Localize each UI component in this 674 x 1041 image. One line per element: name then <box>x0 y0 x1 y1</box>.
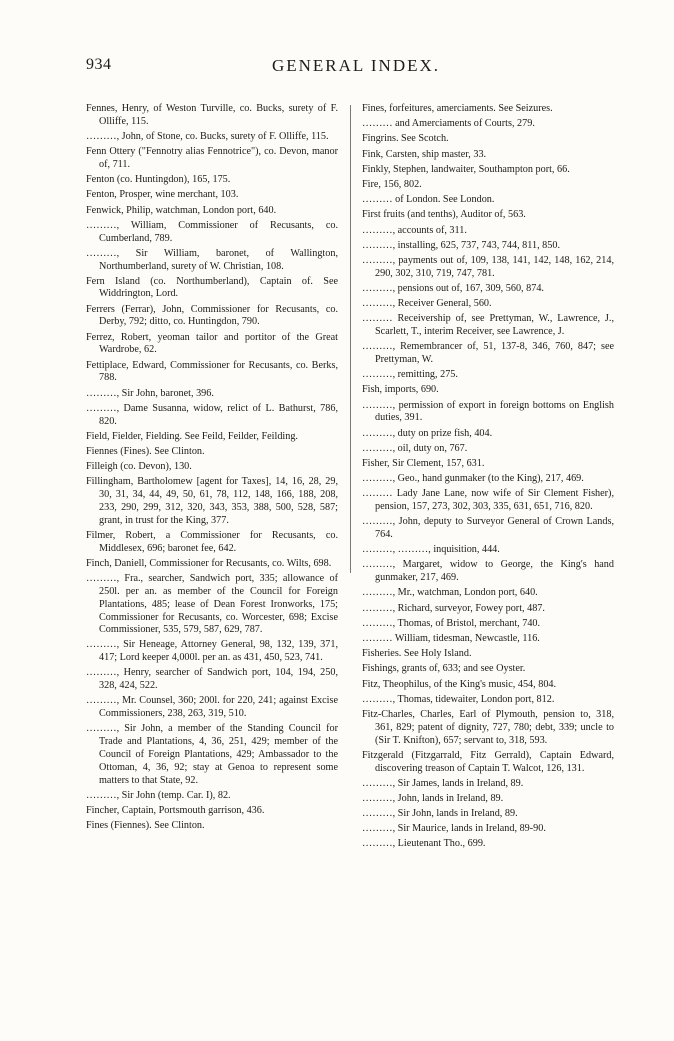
index-entry: Fern Island (co. Northumberland), Captain of. See Widdrington, Lord. <box>86 275 338 300</box>
index-entry: ………, Remembrancer of, 51, 137-8, 346, 760, 847; see Prettyman, W. <box>362 341 614 366</box>
index-entry: ……… of London. See London. <box>362 194 495 206</box>
index-entry: Fish, imports, 690. <box>362 384 439 396</box>
index-entry: ………, remitting, 275. <box>362 369 458 381</box>
index-entry: Fettiplace, Edward, Commissioner for Recusants, co. Berks, 788. <box>86 359 338 384</box>
index-entry: Fisher, Sir Clement, 157, 631. <box>362 457 485 469</box>
index-entry: Finkly, Stephen, landwaiter, Southampton port, 66. <box>362 163 570 175</box>
page-header <box>86 56 626 86</box>
index-entry: ………, pensions out of, 167, 309, 560, 874. <box>362 282 544 294</box>
index-entry: Ferrez, Robert, yeoman tailor and portitor of the Great Wardrobe, 62. <box>86 331 338 356</box>
index-entry: Finch, Daniell, Commissioner for Recusants, co. Wilts, 698. <box>86 557 332 569</box>
index-entry: Fines, forfeitures, amerciaments. See Seizures. <box>362 103 553 114</box>
index-entry: Filleigh (co. Devon), 130. <box>86 461 192 473</box>
index-entry: Field, Fielder, Fielding. See Feild, Feilder, Feilding. <box>86 430 298 442</box>
index-entry: Fenton, Prosper, wine merchant, 103. <box>86 189 239 201</box>
index-entry: ………, Margaret, widow to George, the King's hand gunmaker, 217, 469. <box>362 559 614 584</box>
index-entry: ………, Thomas, tidewaiter, London port, 812. <box>362 693 555 705</box>
index-entry: ………, John, of Stone, co. Bucks, surety of F. Olliffe, 115. <box>86 130 329 142</box>
index-entry: ………, William, Commissioner of Recusants, co. Cumberland, 789. <box>86 219 338 244</box>
column-divider <box>350 105 351 573</box>
index-entry: ………, accounts of, 311. <box>362 224 467 236</box>
index-entry: ………, oil, duty on, 767. <box>362 442 468 454</box>
index-entry: Fines (Fiennes). See Clinton. <box>86 820 205 832</box>
index-entry: ……… William, tidesman, Newcastle, 116. <box>362 633 540 645</box>
index-entry: ………, Thomas, of Bristol, merchant, 740. <box>362 617 541 629</box>
index-entry: ………, John, lands in Ireland, 89. <box>362 792 504 804</box>
index-entry: ………, Sir James, lands in Ireland, 89. <box>362 777 524 789</box>
index-entry: ………, ………, inquisition, 444. <box>362 544 500 556</box>
index-entry: Fillingham, Bartholomew [agent for Taxes], 14, 16, 28, 29, 30, 31, 34, 44, 49, 50, 61, 78, 112, 148, 166, 188, 208, 233, 290, 299, 312, 320, 343, 353, 388, 500, 528, 587; grant, in trust for the King, 377. <box>86 476 338 526</box>
index-entry: Fitz-Charles, Charles, Earl of Plymouth, pension to, 318, 361, 829; patent of dignity, 727, 780; debt, 339; uncle to (Sir T. Knifton), 657; servant to, 318, 593. <box>362 708 614 746</box>
index-column-right <box>362 103 614 854</box>
index-entry: ………, Richard, surveyor, Fowey port, 487. <box>362 602 545 614</box>
index-entry: ………, Lieutenant Tho., 699. <box>362 838 486 850</box>
index-entry: ………, permission of export in foreign bottoms on English duties, 391. <box>362 399 614 424</box>
index-entry: ………, Henry, searcher of Sandwich port, 104, 194, 250, 328, 424, 522. <box>86 667 338 692</box>
index-entry: ………, Geo., hand gunmaker (to the King), 217, 469. <box>362 473 584 485</box>
index-entry: ………, duty on prize fish, 404. <box>362 427 493 439</box>
index-entry: Fire, 156, 802. <box>362 178 422 190</box>
index-entry: ………, Fra., searcher, Sandwich port, 335; allowance of 250l. per an. as member of the Council for Foreign Plantations, 485; lease of Dean Forest Ironworks, 175; Commissioner for Recusants, co. Worcester, 698; Excise Commissioner, 535, 579, 587, 629, 787. <box>86 573 338 636</box>
index-entry: ………, Sir William, baronet, of Wallington, Northumberland, surety of W. Christian, 108. <box>86 247 338 272</box>
index-entry: ……… Receivership of, see Prettyman, W., Lawrence, J., Scarlett, T., interim Receiver, see Lawrence, J. <box>362 313 614 338</box>
index-columns <box>86 103 628 1023</box>
page-title: GENERAL INDEX. <box>271 56 441 75</box>
index-entry: ………, Receiver General, 560. <box>362 298 492 310</box>
index-entry: ………, payments out of, 109, 138, 141, 142, 148, 162, 214, 290, 302, 310, 719, 747, 781. <box>362 254 614 279</box>
index-entry: ………, Sir John, a member of the Standing Council for Trade and Plantations, 4, 36, 251, 429; member of the Council of Foreign Plantations, 429; Ambassador to the Ottoman, 4, 36, 92; stay at Genoa to represent some matters to that State, 92. <box>86 723 338 786</box>
index-entry: Fitzgerald (Fitzgarrald, Fitz Gerrald), Captain Edward, discovering treason of Captain T. Walcot, 126, 131. <box>362 749 614 774</box>
index-entry: Fisheries. See Holy Island. <box>362 648 472 660</box>
index-entry: Fincher, Captain, Portsmouth garrison, 436. <box>86 805 265 816</box>
index-entry: ………, Sir John, lands in Ireland, 89. <box>362 808 518 820</box>
index-entry: ………, Sir John (temp. Car. I), 82. <box>86 789 231 801</box>
index-entry: Fenwick, Philip, watchman, London port, 640. <box>86 204 277 216</box>
index-entry: Fiennes (Fines). See Clinton. <box>86 445 205 457</box>
index-entry: Fitz, Theophilus, of the King's music, 454, 804. <box>362 678 557 690</box>
index-entry: Fishings, grants of, 633; and see Oyster. <box>362 663 526 675</box>
index-entry: ………, Mr. Counsel, 360; 200l. for 220, 241; against Excise Commissioners, 238, 263, 319, 510. <box>86 695 338 720</box>
index-entry: First fruits (and tenths), Auditor of, 563. <box>362 209 526 221</box>
index-column-left <box>86 103 338 835</box>
page-number: 934 <box>86 56 112 73</box>
index-entry: ………, installing, 625, 737, 743, 744, 811, 850. <box>362 239 560 251</box>
index-entry: Ferrers (Ferrar), John, Commissioner for Recusants, co. Derby, 792; ditto, co. Huntingdon, 790. <box>86 303 338 328</box>
index-entry: ……… Lady Jane Lane, now wife of Sir Clement Fisher), pension, 157, 273, 302, 303, 335, 631, 651, 716, 820. <box>362 488 614 513</box>
index-entry: ……… and Amerciaments of Courts, 279. <box>362 118 535 130</box>
index-entry: Fenn Ottery ("Fennotry alias Fennotrice"), co. Devon, manor of, 711. <box>86 146 338 170</box>
index-entry: ………, John, deputy to Surveyor General of Crown Lands, 764. <box>362 516 614 541</box>
index-entry: Fingrins. See Scotch. <box>362 133 449 145</box>
index-entry: ………, Mr., watchman, London port, 640. <box>362 587 538 599</box>
index-entry: ………, Sir Maurice, lands in Ireland, 89-90. <box>362 823 546 835</box>
index-entry: ………, Sir Heneage, Attorney General, 98, 132, 139, 371, 417; Lord keeper 4,000l. per an. as 431, 450, 523, 741. <box>86 639 338 664</box>
index-entry: Filmer, Robert, a Commissioner for Recusants, co. Middlesex, 696; baronet fee, 642. <box>86 529 338 554</box>
index-entry: Fennes, Henry, of Weston Turville, co. Bucks, surety of F. Olliffe, 115. <box>86 103 338 127</box>
index-entry: Fink, Carsten, ship master, 33. <box>362 148 487 160</box>
index-entry: ………, Sir John, baronet, 396. <box>86 387 214 399</box>
index-entry: ………, Dame Susanna, widow, relict of L. Bathurst, 786, 820. <box>86 402 338 427</box>
index-entry: Fenton (co. Huntingdon), 165, 175. <box>86 174 231 186</box>
